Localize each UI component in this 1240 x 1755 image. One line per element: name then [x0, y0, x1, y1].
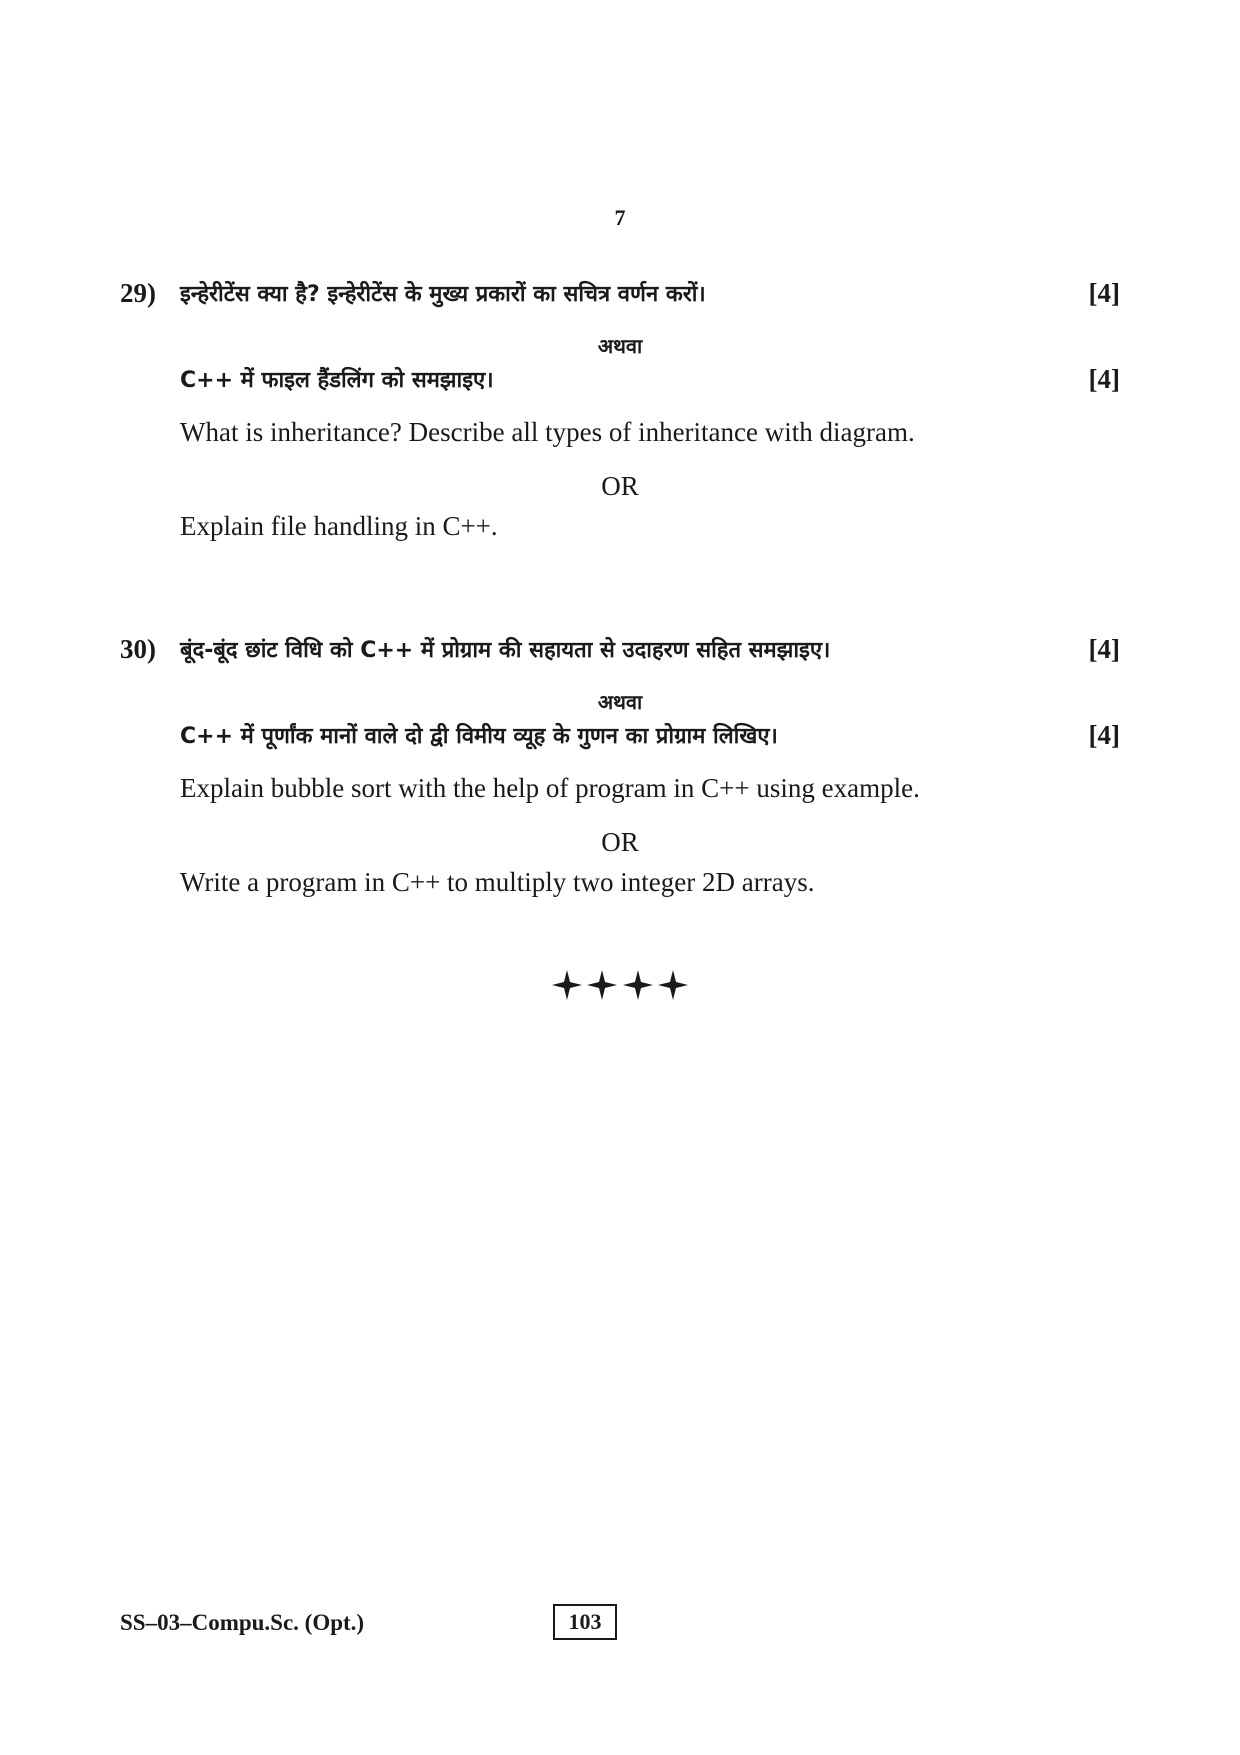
end-ornament [0, 968, 1240, 1007]
page-number: 7 [614, 205, 626, 230]
page-box-number: 103 [553, 1604, 617, 1640]
question-30 [120, 634, 1120, 902]
question-hindi-row [120, 634, 1120, 670]
alternate-hindi-text: C++ में फाइल हैंडलिंग को समझाइए। [180, 368, 494, 393]
ornament-stars [550, 968, 690, 1002]
four-point-star-icon [658, 970, 688, 1000]
four-point-star-icon [623, 970, 653, 1000]
question-marks: [4] [1088, 278, 1120, 308]
alternate-hindi-row [120, 364, 1120, 400]
question-english-text: Explain bubble sort with the help of program in C++ using example. [180, 773, 920, 803]
question-hindi-row [120, 278, 1120, 314]
question-marks: [4] [1088, 634, 1120, 664]
alternate-english-text: Write a program in C++ to multiply two integer 2D arrays. [180, 867, 815, 897]
four-point-star-icon [587, 970, 617, 1000]
alternate-marks: [4] [1088, 364, 1120, 394]
paper-code: SS–03–Compu.Sc. (Opt.) [120, 1610, 365, 1635]
alternate-hindi-text: C++ में पूर्णांक मानों वाले दो द्वी विमीय व्यूह के गुणन का प्रोग्राम लिखिए। [180, 724, 778, 749]
or-hindi: अथवा [597, 690, 643, 714]
question-hindi-text: इन्हेरीटेंस क्या है? इन्हेरीटेंस के मुख्य प्रकारों का सचित्र वर्णन करों। [180, 282, 706, 307]
or-english: OR [601, 471, 639, 501]
or-english: OR [601, 827, 639, 857]
question-29 [120, 278, 1120, 546]
alternate-marks: [4] [1088, 720, 1120, 750]
alternate-english-text: Explain file handling in C++. [180, 511, 498, 541]
question-number: 30) [120, 634, 156, 664]
question-number: 29) [120, 278, 156, 308]
or-hindi: अथवा [597, 334, 643, 358]
four-point-star-icon [552, 970, 582, 1000]
question-hindi-text: बूंद-बूंद छांट विधि को C++ में प्रोग्राम की सहायता से उदाहरण सहित समझाइए। [180, 638, 831, 663]
question-english-text: What is inheritance? Describe all types of inheritance with diagram. [180, 417, 915, 447]
alternate-hindi-row [120, 720, 1120, 756]
